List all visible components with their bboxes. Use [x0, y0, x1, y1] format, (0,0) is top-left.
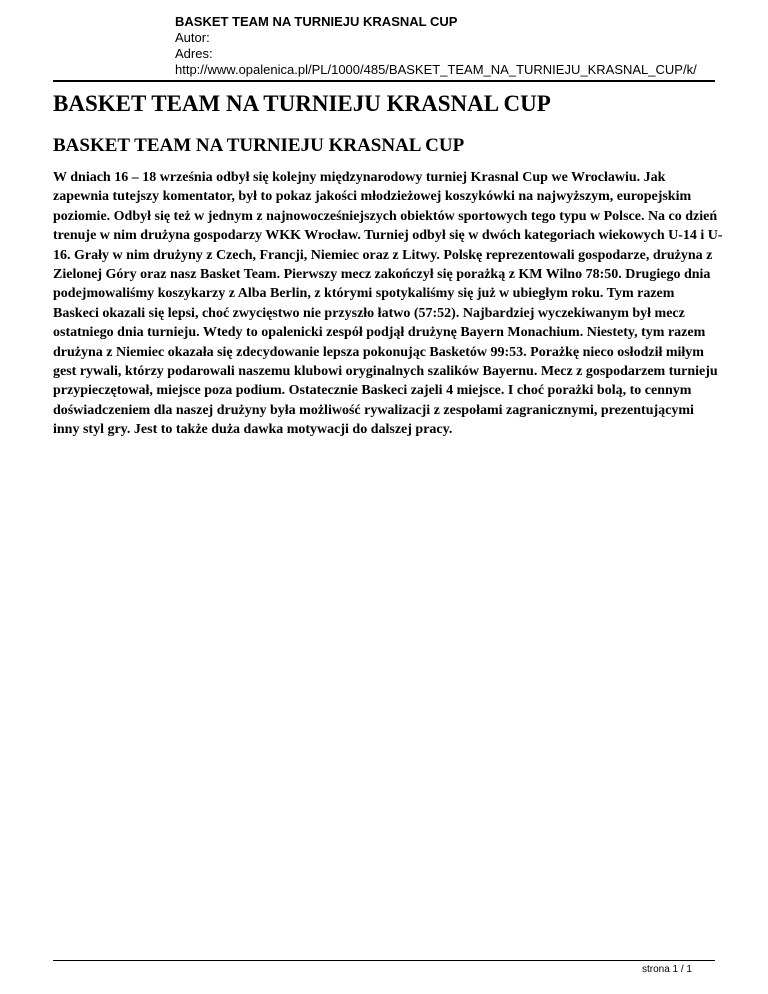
- header-title: BASKET TEAM NA TURNIEJU KRASNAL CUP: [175, 14, 458, 29]
- page-number: strona 1 / 1: [641, 964, 692, 975]
- article-title: BASKET TEAM NA TURNIEJU KRASNAL CUP: [53, 91, 551, 116]
- header-author-label: Autor:: [175, 30, 210, 45]
- article-body: W dniach 16 – 18 września odbył się kolejny międzynarodowy turniej Krasnal Cup we Wrocławiu. Jak zapewnia tutejszy komentator, był to pokaz jakości młodzieżowej koszykówki na najwyższym, europejskim poziomie. Odbył się też w jednym z najnowocześniejszych obiektów sportowych tego typu w Polsce. Na co dzień trenuje w nim drużyna gospodarzy WKK Wrocław. Turniej odbył się w dwóch kategoriach wiekowych U-14 i U-16. Grały w nim drużyny z Czech, Francji, Niemiec oraz z Litwy. Polskę reprezentowali gospodarze, drużyna z Zielonej Góry oraz nasz Basket Team. Pierwszy mecz zakończył się porażką z KM Wilno 78:50. Drugiego dnia podejmowaliśmy koszykarzy z Alba Berlin, z którymi spotykaliśmy się już w ubiegłym roku. Tym razem Baskeci okazali się lepsi, choć zwycięstwo nie przyszło łatwo (57:52). Najbardziej wyczekiwanym był mecz ostatniego dnia turnieju. Wtedy to opalenicki zespół podjął drużynę Bayern Monachium. Niestety, tym razem drużyna z Niemiec okazała się zdecydowanie lepsza pokonując Basketów 99:53. Porażkę nieco osłodził miłym gest rywali, którzy podarowali naszemu klubowi oryginalnych szalików Bayernu. Mecz z gospodarzem turnieju przypieczętował, miejsce poza podium. Ostatecznie Baskeci zajeli 4 miejsce. I choć porażki bolą, to cennym doświadczeniem dla naszej drużyny była możliwość rywalizacji z zespołami zagranicznymi, prezentującymi inny styl gry. Jest to także duża dawka motywacji do dalszej pracy.: [53, 170, 723, 438]
- header-divider: [53, 80, 715, 82]
- document-header: [175, 14, 715, 78]
- header-address-label: Adres:: [175, 46, 213, 61]
- footer-divider: [53, 960, 715, 961]
- header-url: http://www.opalenica.pl/PL/1000/485/BASKET_TEAM_NA_TURNIEJU_KRASNAL_CUP/k/: [175, 62, 697, 77]
- article-subtitle: BASKET TEAM NA TURNIEJU KRASNAL CUP: [53, 135, 465, 156]
